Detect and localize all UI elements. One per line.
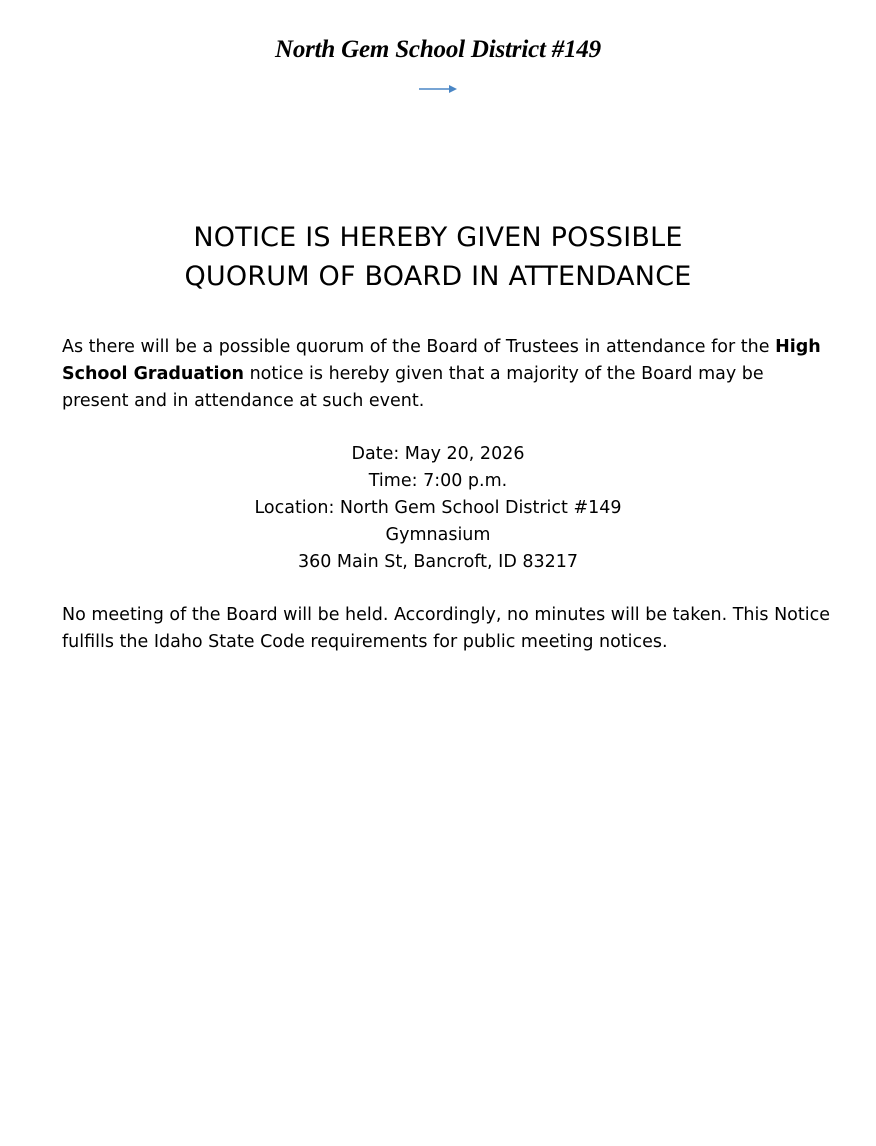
notice-heading: [0, 218, 876, 296]
quorum-paragraph: [62, 334, 832, 415]
event-name: High School Graduation: [62, 337, 821, 384]
event-details: [0, 441, 876, 576]
notice-heading-line-1: NOTICE IS HEREBY GIVEN POSSIBLE: [193, 222, 683, 253]
event-time: Time: 7:00 p.m.: [368, 471, 508, 491]
notice-heading-line-2: QUORUM OF BOARD IN ATTENDANCE: [184, 261, 692, 292]
quorum-paragraph-rest: notice is hereby given that a majority of the Board may be present and in attendance at such event.: [62, 364, 764, 411]
event-address: 360 Main St, Bancroft, ID 83217: [297, 552, 579, 572]
event-location: Location: North Gem School District #149: [254, 498, 622, 518]
event-date: Date: May 20, 2026: [351, 444, 525, 464]
district-title: North Gem School District #149: [275, 36, 601, 63]
arrow-right-icon: [418, 82, 458, 96]
event-venue: Gymnasium: [385, 525, 491, 545]
no-meeting-paragraph: No meeting of the Board will be held. Accordingly, no minutes will be taken. This Notice fulfills the Idaho State Code requirements for public meeting notices.: [62, 605, 830, 652]
quorum-paragraph-intro: As there will be a possible quorum of the Board of Trustees in attendance for the: [62, 337, 776, 357]
